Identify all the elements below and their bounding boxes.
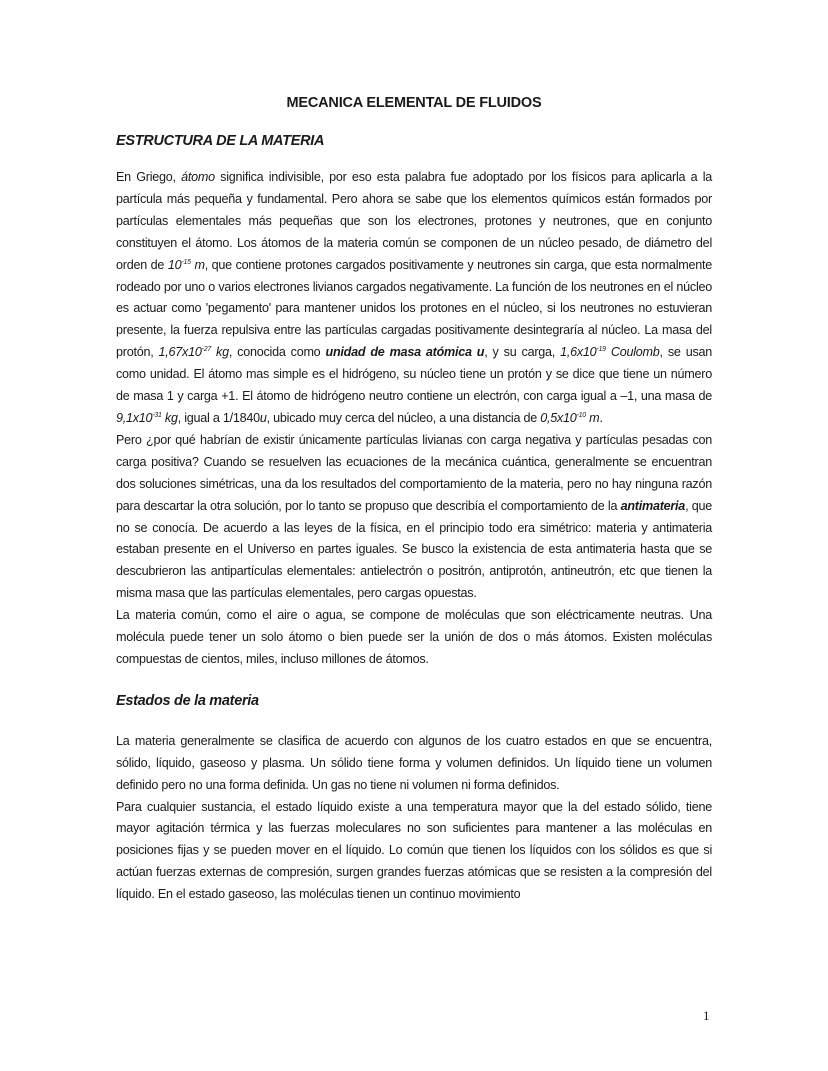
section-heading-estados: Estados de la materia: [116, 692, 259, 709]
paragraph-estados: La materia generalmente se clasifica de acuerdo con algunos de los cuatro estados en que se encuentra, sólido, líquido, gaseoso y plasma. Un sólido tiene forma y volumen definidos. Un líquido tiene un volumen definido pero no una forma definida. Un gas no tiene ni volumen ni forma definidos.: [116, 733, 712, 792]
text-run: .: [599, 410, 603, 425]
value-exponent: -19: [596, 346, 606, 354]
page-number: 1: [703, 1008, 710, 1023]
value-base: 1,67x10: [158, 345, 202, 360]
paragraph-moleculas: La materia común, como el aire o agua, se compone de moléculas que son eléctricamente neutras. Una molécula puede tener un solo átomo o bien puede ser la unión de dos o más átomos. Existen moléculas compuestas de cientos, miles, incluso millones de átomos.: [116, 608, 712, 666]
electron-distance: [540, 411, 599, 425]
value-unit: Coulomb: [605, 345, 660, 360]
term-unidad-masa-atomica: unidad de masa atómica u: [325, 345, 485, 360]
value-base: 10: [167, 257, 182, 272]
text-run: , conocida como: [228, 345, 326, 360]
value-base: 0,5x10: [540, 410, 577, 425]
paragraph-liquido: Para cualquier sustancia, el estado líquido existe a una temperatura mayor que la del estado sólido, tiene mayor agitación térmica y las fuerzas moleculares no son suficientes para mantener a las moléculas en posiciones fijas y se pueden mover en el líquido. Lo común que tienen los líquidos con los sólidos es que si actúan fuerzas externas de compresión, surgen grandes fuerzas atómicas que se resisten a la compresión del líquido. En el estado gaseoso, las moléculas tienen un continuo movimiento: [116, 799, 712, 902]
text-run: , ubicado muy cerca del núcleo, a una distancia de: [266, 410, 541, 425]
value-exponent: -27: [201, 346, 211, 354]
value-unit: kg: [210, 345, 229, 360]
unit-u: u: [259, 410, 267, 425]
text-run: , que contiene protones cargados positivamente y neutrones sin carga, que esta normalmente rodeado por uno o varios electrones livianos cargados negativamente. La función de los neutrones en el núcleo es actuar como 'pegamento' para mantener unidos los protones en el núcleo, si los neutrones no estuvieran presente, la fuerza repulsiva entre las partículas cargadas positivamente desintegraría al núcleo. La masa del protón,: [116, 257, 713, 360]
proton-mass: [159, 345, 229, 359]
value-base: 1,6x10: [560, 345, 597, 360]
text-run: , que no se conocía. De acuerdo a las leyes de la física, en el principio todo era simétrico: materia y antimateria estaban presente en el Universo en partes iguales. Se busco la existencia de esta antimateria hasta que se descubrieron las antipartículas elementales: antielectrón o positrón, antiprotón, antineutrón, etc que tienen la misma masa que las partículas elementales, pero cargas opuestas.: [116, 498, 712, 601]
proton-charge: [560, 345, 659, 359]
value-unit: m: [190, 257, 205, 272]
electron-mass: [116, 411, 178, 425]
value-exponent: -31: [152, 411, 162, 419]
value-exponent: -15: [181, 258, 191, 266]
section-heading-estructura: ESTRUCTURA DE LA MATERIA: [116, 133, 325, 149]
value-exponent: -10: [576, 411, 586, 419]
value-unit: m: [585, 410, 600, 425]
text-run: En Griego,: [116, 170, 182, 184]
text-run: Pero ¿por qué habrían de existir únicamente partículas livianas con carga negativa y partículas pesadas con carga positiva? Cuando se resuelven las ecuaciones de la mecánica cuántica, generalmente se encuentran dos soluciones simétricas, una da los resultados del comportamiento de la materia, pero no hay ninguna razón para descartar la otra solución, por lo tanto se propuso que describía el comportamiento de la: [116, 432, 712, 513]
paragraph-atomo: [116, 167, 712, 430]
text-run: significa indivisible, por eso esta palabra fue adoptado por los físicos para aplicarla a la partícula más pequeña y fundamental. Pero ahora se sabe que los elementos químicos están formados por partículas elementales más pequeñas que son los electrones, protones y neutrones, que en conjunto constituyen el átomo. Los átomos de la materia común se componen de un núcleo pesado, de diámetro del orden de: [116, 170, 712, 272]
text-run: , se usan como unidad. El átomo mas simple es el hidrógeno, su núcleo tiene un protón y se dice que tiene un número de masa 1 y carga +1. El átomo de hidrógeno neutro contiene un electrón, con carga igual a –1, una masa de: [116, 345, 712, 404]
value-base: 9,1x10: [116, 410, 153, 425]
text-run: , y su carga,: [484, 345, 561, 360]
nucleus-diameter: [168, 258, 205, 272]
document-title: MECANICA ELEMENTAL DE FLUIDOS: [286, 95, 542, 111]
value-unit: kg: [161, 410, 178, 425]
term-atomo: átomo: [181, 170, 215, 184]
paragraph-antimateria: [116, 430, 712, 605]
text-run: , igual a 1/1840: [177, 410, 260, 425]
page-content: [116, 95, 712, 906]
term-antimateria: antimateria: [620, 498, 686, 513]
